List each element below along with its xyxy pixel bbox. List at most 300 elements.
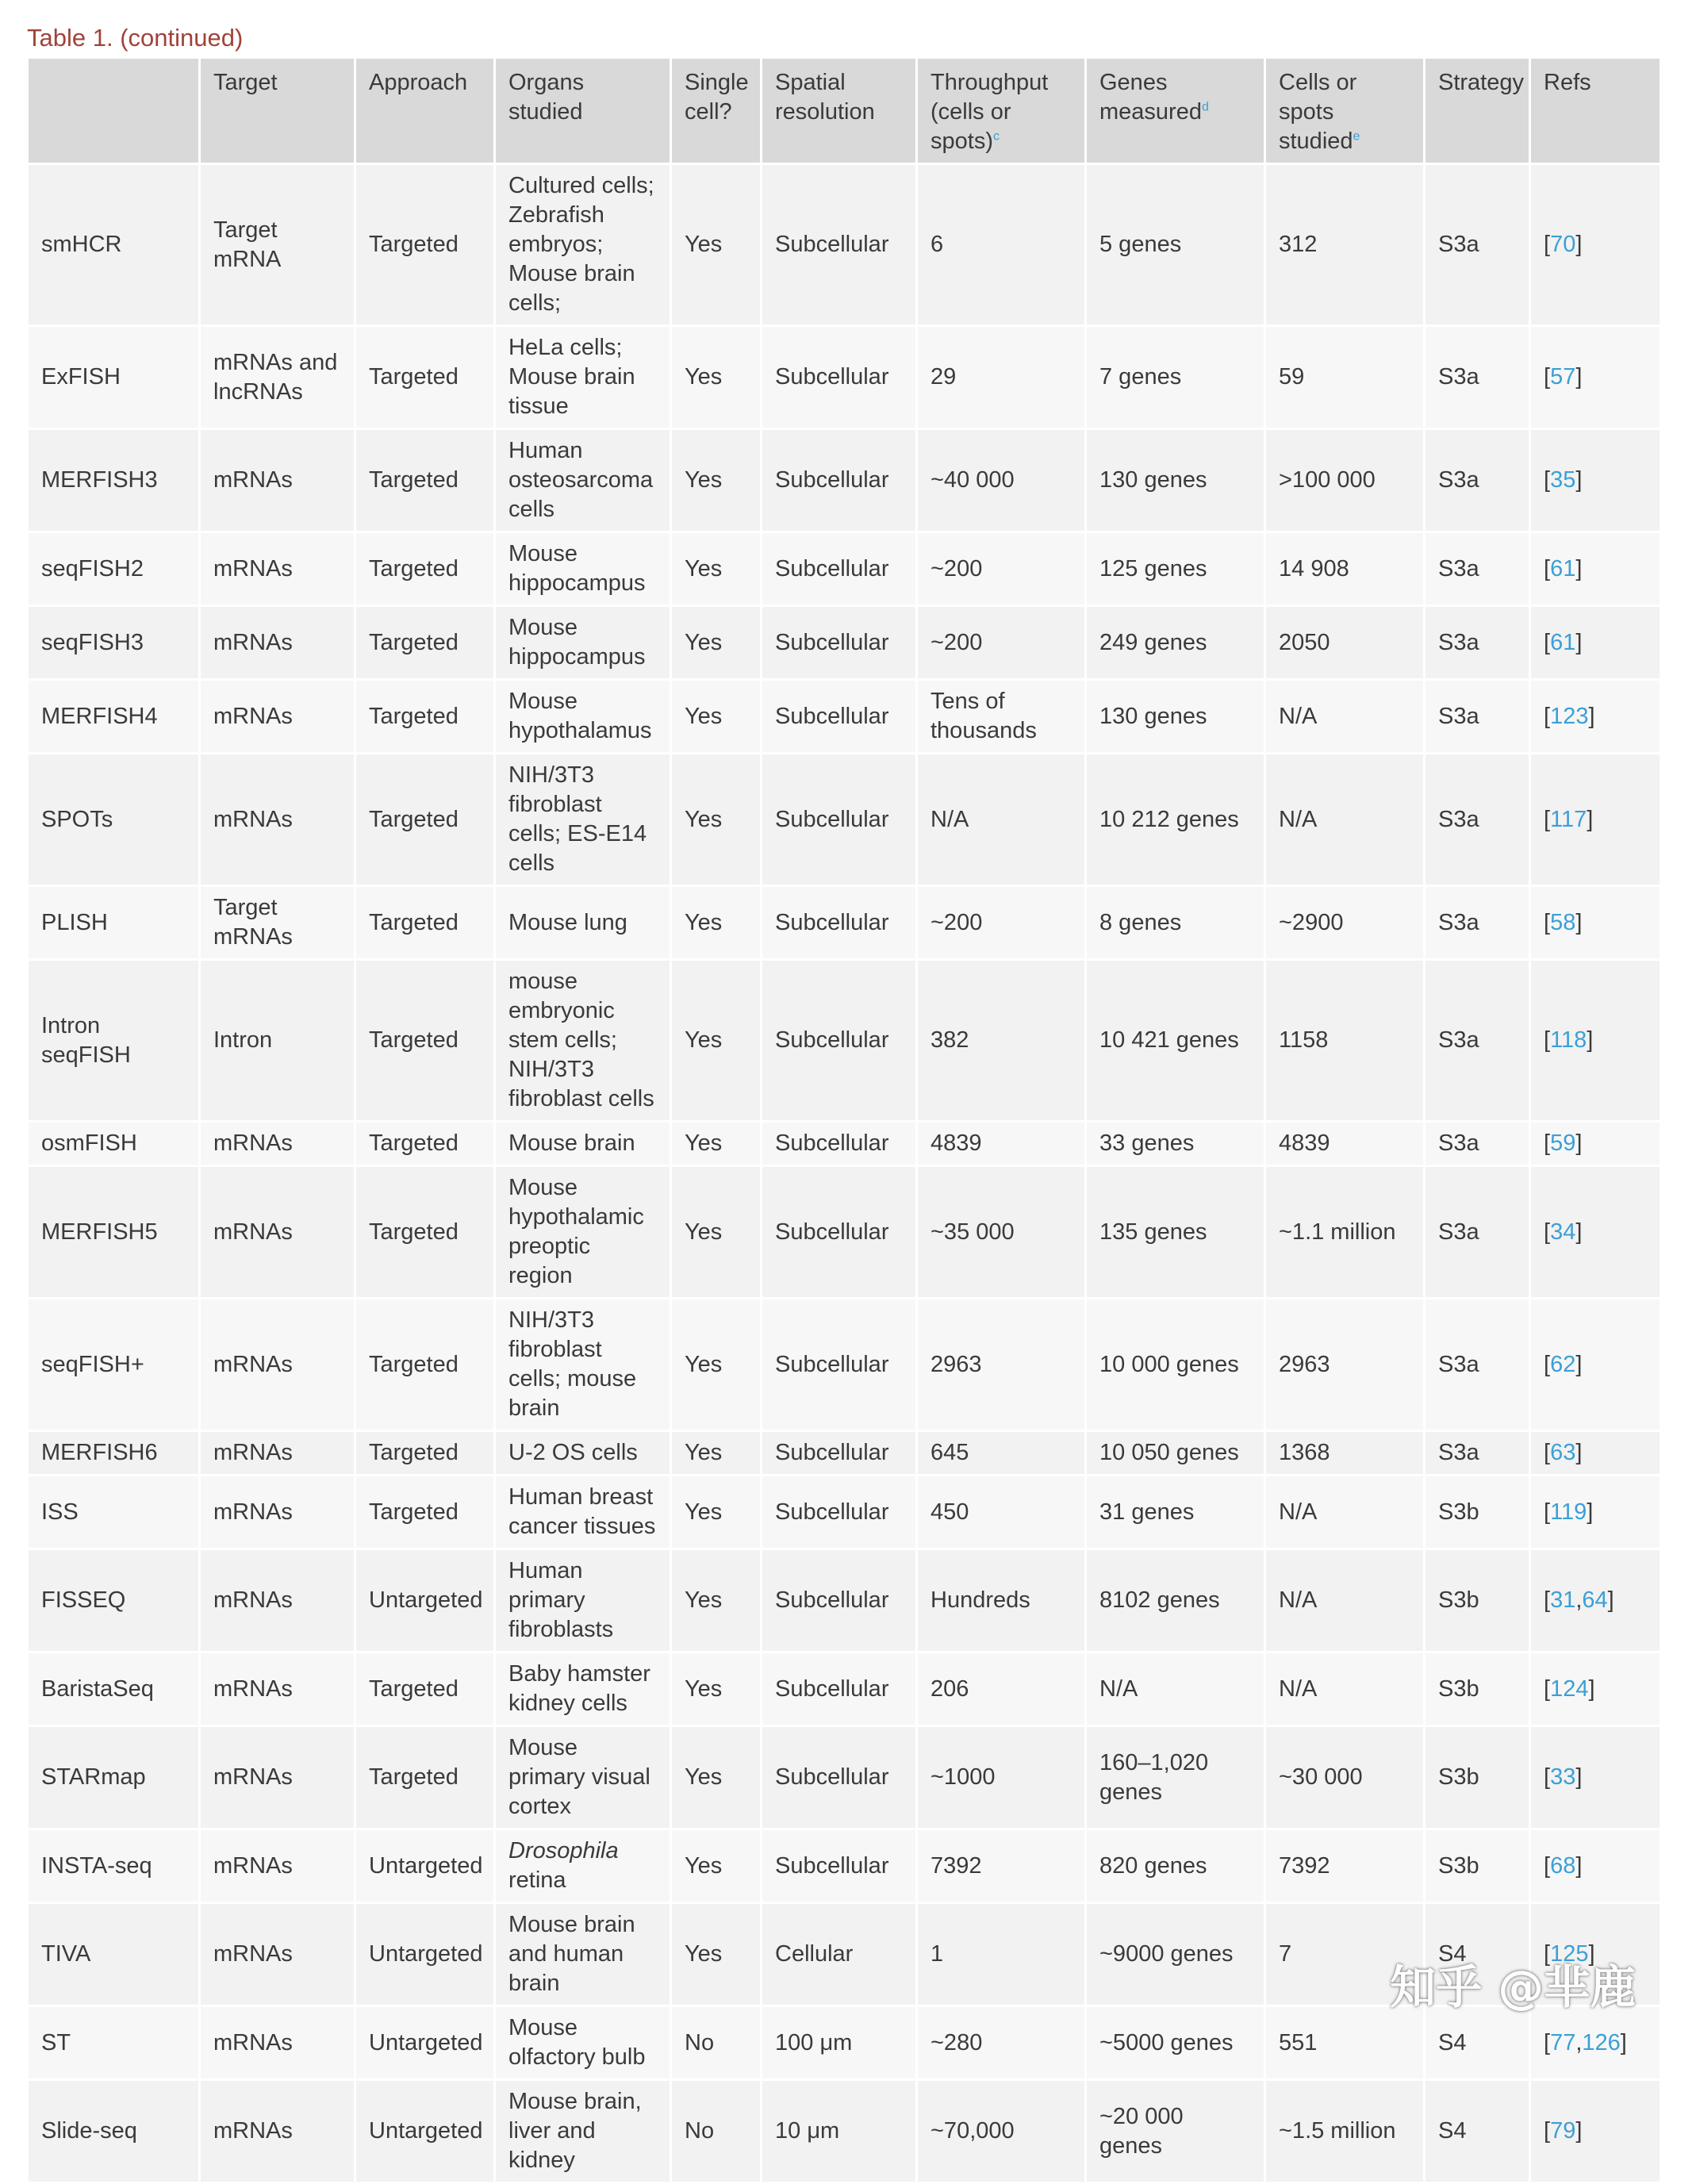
- column-header: [29, 59, 201, 165]
- cell-approach: Targeted: [356, 165, 496, 327]
- cell-refs: [123]: [1531, 681, 1660, 754]
- cell-cells: 312: [1266, 165, 1425, 327]
- cell-approach: Targeted: [356, 681, 496, 754]
- table-row: [29, 533, 1660, 607]
- cell-approach: Targeted: [356, 961, 496, 1123]
- cell-approach: Targeted: [356, 1476, 496, 1550]
- cell-approach: Targeted: [356, 327, 496, 430]
- cell-target: mRNAs: [201, 754, 356, 887]
- cell-single-cell: No: [672, 2007, 762, 2081]
- cell-resolution: Subcellular: [762, 961, 918, 1123]
- cell-approach: Untargeted: [356, 1830, 496, 1904]
- cell-single-cell: Yes: [672, 1167, 762, 1299]
- cell-approach: Targeted: [356, 1123, 496, 1167]
- cell-strategy: S4: [1425, 1904, 1531, 2007]
- cell-organs: [496, 1830, 672, 1904]
- cell-organs: Mouse olfactory bulb: [496, 2007, 672, 2081]
- column-header: [918, 59, 1087, 165]
- column-header-label: Single cell?: [685, 70, 749, 125]
- cell-approach: Targeted: [356, 754, 496, 887]
- cell-organs: NIH/3T3 fibroblast cells; ES-E14 cells: [496, 754, 672, 887]
- cell-organs: Mouse primary visual cortex: [496, 1727, 672, 1830]
- column-header-label: Cells or spots studied: [1279, 70, 1357, 154]
- cell-refs: [79]: [1531, 2081, 1660, 2184]
- cell-method: TIVA: [29, 1904, 201, 2007]
- cell-genes: 125 genes: [1087, 533, 1266, 607]
- reference-link[interactable]: 125: [1550, 1941, 1589, 1967]
- cell-cells: N/A: [1266, 1653, 1425, 1727]
- table-body: [29, 165, 1660, 2184]
- table-header: [29, 59, 1660, 165]
- column-header-label: Organs studied: [508, 70, 585, 125]
- cell-resolution: 10 μm: [762, 2081, 918, 2184]
- cell-approach: Targeted: [356, 1432, 496, 1476]
- cell-genes: 10 212 genes: [1087, 754, 1266, 887]
- cell-method: STARmap: [29, 1727, 201, 1830]
- cell-throughput: ~35 000: [918, 1167, 1087, 1299]
- cell-organs: Mouse lung: [496, 887, 672, 961]
- reference-link[interactable]: 70: [1550, 232, 1576, 257]
- cell-refs: [124]: [1531, 1653, 1660, 1727]
- cell-cells: ~30 000: [1266, 1727, 1425, 1830]
- reference-link[interactable]: 58: [1550, 909, 1576, 935]
- cell-approach: Targeted: [356, 533, 496, 607]
- cell-target: mRNAs: [201, 1476, 356, 1550]
- cell-cells: 7392: [1266, 1830, 1425, 1904]
- cell-approach: Untargeted: [356, 1904, 496, 2007]
- cell-throughput: 7392: [918, 1830, 1087, 1904]
- cell-resolution: Subcellular: [762, 1299, 918, 1432]
- reference-link[interactable]: 31: [1550, 1587, 1576, 1613]
- cell-method: PLISH: [29, 887, 201, 961]
- cell-genes: 130 genes: [1087, 430, 1266, 533]
- cell-genes: 249 genes: [1087, 607, 1266, 681]
- column-header-label: Approach: [369, 70, 468, 95]
- cell-throughput: 450: [918, 1476, 1087, 1550]
- footnote-marker: d: [1201, 100, 1209, 114]
- cell-single-cell: Yes: [672, 1830, 762, 1904]
- cell-target: mRNAs: [201, 1167, 356, 1299]
- cell-strategy: S3a: [1425, 607, 1531, 681]
- cell-method: INSTA-seq: [29, 1830, 201, 1904]
- cell-method: MERFISH5: [29, 1167, 201, 1299]
- cell-genes: 130 genes: [1087, 681, 1266, 754]
- cell-throughput: N/A: [918, 754, 1087, 887]
- cell-refs: [63]: [1531, 1432, 1660, 1476]
- cell-organs: Human primary fibroblasts: [496, 1550, 672, 1653]
- cell-method: seqFISH2: [29, 533, 201, 607]
- table-row: [29, 2081, 1660, 2184]
- cell-strategy: S3a: [1425, 1123, 1531, 1167]
- cell-refs: [77,126]: [1531, 2007, 1660, 2081]
- reference-link[interactable]: 57: [1550, 364, 1576, 390]
- cell-resolution: Subcellular: [762, 1727, 918, 1830]
- cell-single-cell: Yes: [672, 1550, 762, 1653]
- table-row: [29, 2007, 1660, 2081]
- cell-organs: Cultured cells; Zebrafish embryos; Mouse brain cells;: [496, 165, 672, 327]
- cell-throughput: 206: [918, 1653, 1087, 1727]
- cell-strategy: S3a: [1425, 1167, 1531, 1299]
- cell-refs: [119]: [1531, 1476, 1660, 1550]
- cell-organs: Mouse brain and human brain: [496, 1904, 672, 2007]
- cell-genes: 820 genes: [1087, 1830, 1266, 1904]
- cell-genes: ~20 000 genes: [1087, 2081, 1266, 2184]
- table-row: [29, 681, 1660, 754]
- table-row: [29, 430, 1660, 533]
- cell-refs: [61]: [1531, 533, 1660, 607]
- cell-strategy: S3a: [1425, 327, 1531, 430]
- reference-link[interactable]: 34: [1550, 1219, 1576, 1245]
- cell-approach: Untargeted: [356, 2081, 496, 2184]
- table-row: [29, 1830, 1660, 1904]
- table-row: [29, 754, 1660, 887]
- cell-throughput: Tens of thousands: [918, 681, 1087, 754]
- column-header-label: Target: [213, 70, 278, 95]
- cell-single-cell: Yes: [672, 327, 762, 430]
- cell-target: mRNAs: [201, 533, 356, 607]
- table-row: [29, 165, 1660, 327]
- cell-approach: Untargeted: [356, 2007, 496, 2081]
- cell-single-cell: Yes: [672, 1432, 762, 1476]
- table-row: [29, 887, 1660, 961]
- cell-refs: [59]: [1531, 1123, 1660, 1167]
- cell-single-cell: Yes: [672, 1299, 762, 1432]
- cell-target: mRNAs: [201, 1123, 356, 1167]
- cell-refs: [117]: [1531, 754, 1660, 887]
- cell-target: mRNAs: [201, 430, 356, 533]
- cell-target: mRNAs: [201, 1727, 356, 1830]
- cell-organs: Mouse brain, liver and kidney: [496, 2081, 672, 2184]
- reference-link[interactable]: 35: [1550, 467, 1576, 493]
- cell-method: seqFISH+: [29, 1299, 201, 1432]
- reference-link[interactable]: 61: [1550, 629, 1576, 655]
- cell-refs: [125]: [1531, 1904, 1660, 2007]
- cell-resolution: Subcellular: [762, 1550, 918, 1653]
- cell-cells: N/A: [1266, 1550, 1425, 1653]
- cell-organs: Mouse hypothalamic preoptic region: [496, 1167, 672, 1299]
- table-row: [29, 961, 1660, 1123]
- cell-strategy: S4: [1425, 2007, 1531, 2081]
- cell-refs: [118]: [1531, 961, 1660, 1123]
- cell-strategy: S3a: [1425, 681, 1531, 754]
- cell-refs: [35]: [1531, 430, 1660, 533]
- cell-strategy: S3a: [1425, 887, 1531, 961]
- table-row: [29, 1727, 1660, 1830]
- cell-organs: Human osteosarcoma cells: [496, 430, 672, 533]
- reference-link[interactable]: 63: [1550, 1440, 1576, 1465]
- cell-organs: NIH/3T3 fibroblast cells; mouse brain: [496, 1299, 672, 1432]
- cell-organs: HeLa cells; Mouse brain tissue: [496, 327, 672, 430]
- column-header: [201, 59, 356, 165]
- cell-throughput: 29: [918, 327, 1087, 430]
- cell-target: Intron: [201, 961, 356, 1123]
- cell-cells: N/A: [1266, 1476, 1425, 1550]
- cell-refs: [31,64]: [1531, 1550, 1660, 1653]
- cell-resolution: Cellular: [762, 1904, 918, 2007]
- reference-link[interactable]: 61: [1550, 555, 1576, 582]
- cell-method: ST: [29, 2007, 201, 2081]
- cell-method: FISSEQ: [29, 1550, 201, 1653]
- cell-single-cell: Yes: [672, 1653, 762, 1727]
- column-header: [496, 59, 672, 165]
- cell-genes: ~5000 genes: [1087, 2007, 1266, 2081]
- cell-target: mRNAs: [201, 1904, 356, 2007]
- reference-link[interactable]: 64: [1582, 1587, 1608, 1613]
- cell-method: seqFISH3: [29, 607, 201, 681]
- cell-strategy: S3b: [1425, 1653, 1531, 1727]
- cell-organs: mouse embryonic stem cells; NIH/3T3 fibroblast cells: [496, 961, 672, 1123]
- cell-approach: Targeted: [356, 430, 496, 533]
- cell-cells: >100 000: [1266, 430, 1425, 533]
- column-header: [1266, 59, 1425, 165]
- cell-throughput: 2963: [918, 1299, 1087, 1432]
- cell-refs: [62]: [1531, 1299, 1660, 1432]
- cell-strategy: S3b: [1425, 1550, 1531, 1653]
- data-table: [29, 59, 1660, 2184]
- cell-strategy: S3b: [1425, 1727, 1531, 1830]
- table-row: [29, 1167, 1660, 1299]
- cell-strategy: S3a: [1425, 533, 1531, 607]
- organ-name: retina: [508, 1867, 566, 1893]
- cell-genes: 10 050 genes: [1087, 1432, 1266, 1476]
- column-header: [356, 59, 496, 165]
- cell-organs: Mouse brain: [496, 1123, 672, 1167]
- cell-genes: 160–1,020 genes: [1087, 1727, 1266, 1830]
- cell-target: Target mRNAs: [201, 887, 356, 961]
- cell-resolution: Subcellular: [762, 1167, 918, 1299]
- column-header-label: Refs: [1544, 70, 1591, 95]
- cell-refs: [58]: [1531, 887, 1660, 961]
- cell-approach: Targeted: [356, 1727, 496, 1830]
- cell-method: smHCR: [29, 165, 201, 327]
- table-row: [29, 1432, 1660, 1476]
- cell-resolution: Subcellular: [762, 1432, 918, 1476]
- cell-resolution: Subcellular: [762, 754, 918, 887]
- cell-throughput: ~200: [918, 607, 1087, 681]
- cell-single-cell: No: [672, 2081, 762, 2184]
- cell-resolution: Subcellular: [762, 887, 918, 961]
- cell-throughput: 1: [918, 1904, 1087, 2007]
- cell-throughput: ~280: [918, 2007, 1087, 2081]
- cell-single-cell: Yes: [672, 887, 762, 961]
- cell-genes: 8102 genes: [1087, 1550, 1266, 1653]
- cell-throughput: 4839: [918, 1123, 1087, 1167]
- cell-throughput: Hundreds: [918, 1550, 1087, 1653]
- cell-target: mRNAs: [201, 2007, 356, 2081]
- cell-genes: 7 genes: [1087, 327, 1266, 430]
- cell-method: MERFISH6: [29, 1432, 201, 1476]
- cell-cells: 2963: [1266, 1299, 1425, 1432]
- cell-cells: 2050: [1266, 607, 1425, 681]
- cell-resolution: Subcellular: [762, 681, 918, 754]
- cell-cells: ~1.1 million: [1266, 1167, 1425, 1299]
- cell-target: mRNAs: [201, 1653, 356, 1727]
- reference-link[interactable]: 79: [1550, 2118, 1576, 2144]
- cell-throughput: ~1000: [918, 1727, 1087, 1830]
- cell-strategy: S3b: [1425, 1476, 1531, 1550]
- cell-genes: 10 000 genes: [1087, 1299, 1266, 1432]
- cell-refs: [61]: [1531, 607, 1660, 681]
- cell-approach: Targeted: [356, 1299, 496, 1432]
- cell-throughput: ~40 000: [918, 430, 1087, 533]
- cell-single-cell: Yes: [672, 165, 762, 327]
- cell-resolution: 100 μm: [762, 2007, 918, 2081]
- cell-method: MERFISH4: [29, 681, 201, 754]
- cell-organs: Mouse hippocampus: [496, 533, 672, 607]
- cell-single-cell: Yes: [672, 1476, 762, 1550]
- cell-genes: N/A: [1087, 1653, 1266, 1727]
- cell-strategy: S4: [1425, 2081, 1531, 2184]
- cell-genes: 33 genes: [1087, 1123, 1266, 1167]
- reference-link[interactable]: 59: [1550, 1130, 1576, 1156]
- cell-single-cell: Yes: [672, 1123, 762, 1167]
- reference-link[interactable]: 62: [1550, 1351, 1576, 1377]
- watermark: 知乎 @芈鹿: [1390, 1960, 1637, 2014]
- reference-link[interactable]: 124: [1550, 1675, 1589, 1702]
- reference-link[interactable]: 126: [1582, 2029, 1621, 2055]
- cell-approach: Targeted: [356, 607, 496, 681]
- cell-strategy: S3a: [1425, 961, 1531, 1123]
- cell-single-cell: Yes: [672, 533, 762, 607]
- cell-genes: 10 421 genes: [1087, 961, 1266, 1123]
- cell-resolution: Subcellular: [762, 327, 918, 430]
- cell-genes: 31 genes: [1087, 1476, 1266, 1550]
- reference-link[interactable]: 33: [1550, 1764, 1576, 1790]
- cell-organs: Baby hamster kidney cells: [496, 1653, 672, 1727]
- cell-refs: [68]: [1531, 1830, 1660, 1904]
- table-row: [29, 1653, 1660, 1727]
- cell-strategy: S3a: [1425, 754, 1531, 887]
- cell-cells: N/A: [1266, 681, 1425, 754]
- cell-refs: [57]: [1531, 327, 1660, 430]
- cell-strategy: S3a: [1425, 165, 1531, 327]
- cell-single-cell: Yes: [672, 754, 762, 887]
- cell-cells: 1368: [1266, 1432, 1425, 1476]
- cell-cells: ~1.5 million: [1266, 2081, 1425, 2184]
- cell-method: MERFISH3: [29, 430, 201, 533]
- cell-method: osmFISH: [29, 1123, 201, 1167]
- cell-strategy: S3b: [1425, 1830, 1531, 1904]
- cell-target: mRNAs: [201, 1830, 356, 1904]
- cell-strategy: S3a: [1425, 430, 1531, 533]
- cell-single-cell: Yes: [672, 1904, 762, 2007]
- cell-target: mRNAs and lncRNAs: [201, 327, 356, 430]
- column-header-label: Throughput (cells or spots): [930, 70, 1049, 154]
- column-header: [1531, 59, 1660, 165]
- cell-resolution: Subcellular: [762, 607, 918, 681]
- cell-method: ExFISH: [29, 327, 201, 430]
- table-row: [29, 607, 1660, 681]
- cell-target: mRNAs: [201, 1432, 356, 1476]
- cell-cells: 4839: [1266, 1123, 1425, 1167]
- cell-method: BaristaSeq: [29, 1653, 201, 1727]
- cell-refs: [70]: [1531, 165, 1660, 327]
- cell-throughput: 645: [918, 1432, 1087, 1476]
- cell-organs: U-2 OS cells: [496, 1432, 672, 1476]
- cell-target: mRNAs: [201, 1550, 356, 1653]
- cell-method: SPOTs: [29, 754, 201, 887]
- table-row: [29, 1550, 1660, 1653]
- cell-organs: Mouse hippocampus: [496, 607, 672, 681]
- cell-throughput: 6: [918, 165, 1087, 327]
- cell-method: Intron seqFISH: [29, 961, 201, 1123]
- cell-single-cell: Yes: [672, 961, 762, 1123]
- reference-link[interactable]: 123: [1550, 703, 1589, 729]
- cell-target: mRNAs: [201, 2081, 356, 2184]
- column-header: [672, 59, 762, 165]
- cell-resolution: Subcellular: [762, 430, 918, 533]
- cell-approach: Targeted: [356, 1167, 496, 1299]
- cell-target: Target mRNA: [201, 165, 356, 327]
- cell-single-cell: Yes: [672, 681, 762, 754]
- table-row: [29, 327, 1660, 430]
- footnote-marker: c: [992, 129, 1000, 144]
- cell-target: mRNAs: [201, 607, 356, 681]
- cell-refs: [33]: [1531, 1727, 1660, 1830]
- cell-throughput: 382: [918, 961, 1087, 1123]
- reference-link[interactable]: 117: [1550, 806, 1587, 832]
- cell-single-cell: Yes: [672, 430, 762, 533]
- cell-target: mRNAs: [201, 1299, 356, 1432]
- cell-resolution: Subcellular: [762, 165, 918, 327]
- cell-method: Slide-seq: [29, 2081, 201, 2184]
- column-header: [1425, 59, 1531, 165]
- cell-refs: [34]: [1531, 1167, 1660, 1299]
- cell-resolution: Subcellular: [762, 1830, 918, 1904]
- table-caption: Table 1. (continued): [27, 24, 244, 52]
- cell-approach: Untargeted: [356, 1550, 496, 1653]
- cell-cells: 59: [1266, 327, 1425, 430]
- cell-genes: ~9000 genes: [1087, 1904, 1266, 2007]
- cell-cells: 551: [1266, 2007, 1425, 2081]
- cell-cells: N/A: [1266, 754, 1425, 887]
- column-header: [762, 59, 918, 165]
- species-name: Drosophila: [508, 1838, 619, 1864]
- reference-link[interactable]: 118: [1550, 1027, 1587, 1053]
- column-header: [1087, 59, 1266, 165]
- cell-organs: Human breast cancer tissues: [496, 1476, 672, 1550]
- cell-resolution: Subcellular: [762, 1476, 918, 1550]
- cell-single-cell: Yes: [672, 1727, 762, 1830]
- cell-method: ISS: [29, 1476, 201, 1550]
- cell-genes: 5 genes: [1087, 165, 1266, 327]
- column-header-label: Genes measured: [1099, 70, 1202, 125]
- cell-single-cell: Yes: [672, 607, 762, 681]
- cell-genes: 8 genes: [1087, 887, 1266, 961]
- reference-link[interactable]: 68: [1550, 1852, 1576, 1879]
- cell-approach: Targeted: [356, 1653, 496, 1727]
- cell-throughput: ~200: [918, 887, 1087, 961]
- table-row: [29, 1299, 1660, 1432]
- cell-cells: ~2900: [1266, 887, 1425, 961]
- reference-link[interactable]: 119: [1550, 1499, 1587, 1525]
- cell-cells: 14 908: [1266, 533, 1425, 607]
- cell-target: mRNAs: [201, 681, 356, 754]
- cell-throughput: ~200: [918, 533, 1087, 607]
- cell-organs: Mouse hypothalamus: [496, 681, 672, 754]
- cell-approach: Targeted: [356, 887, 496, 961]
- footnote-marker: e: [1353, 129, 1360, 144]
- table-row: [29, 1476, 1660, 1550]
- cell-resolution: Subcellular: [762, 1653, 918, 1727]
- column-header-label: Spatial resolution: [775, 70, 875, 125]
- cell-cells: 7: [1266, 1904, 1425, 2007]
- cell-strategy: S3a: [1425, 1299, 1531, 1432]
- cell-resolution: Subcellular: [762, 1123, 918, 1167]
- table-row: [29, 1123, 1660, 1167]
- reference-link[interactable]: 77: [1550, 2029, 1576, 2055]
- cell-strategy: S3a: [1425, 1432, 1531, 1476]
